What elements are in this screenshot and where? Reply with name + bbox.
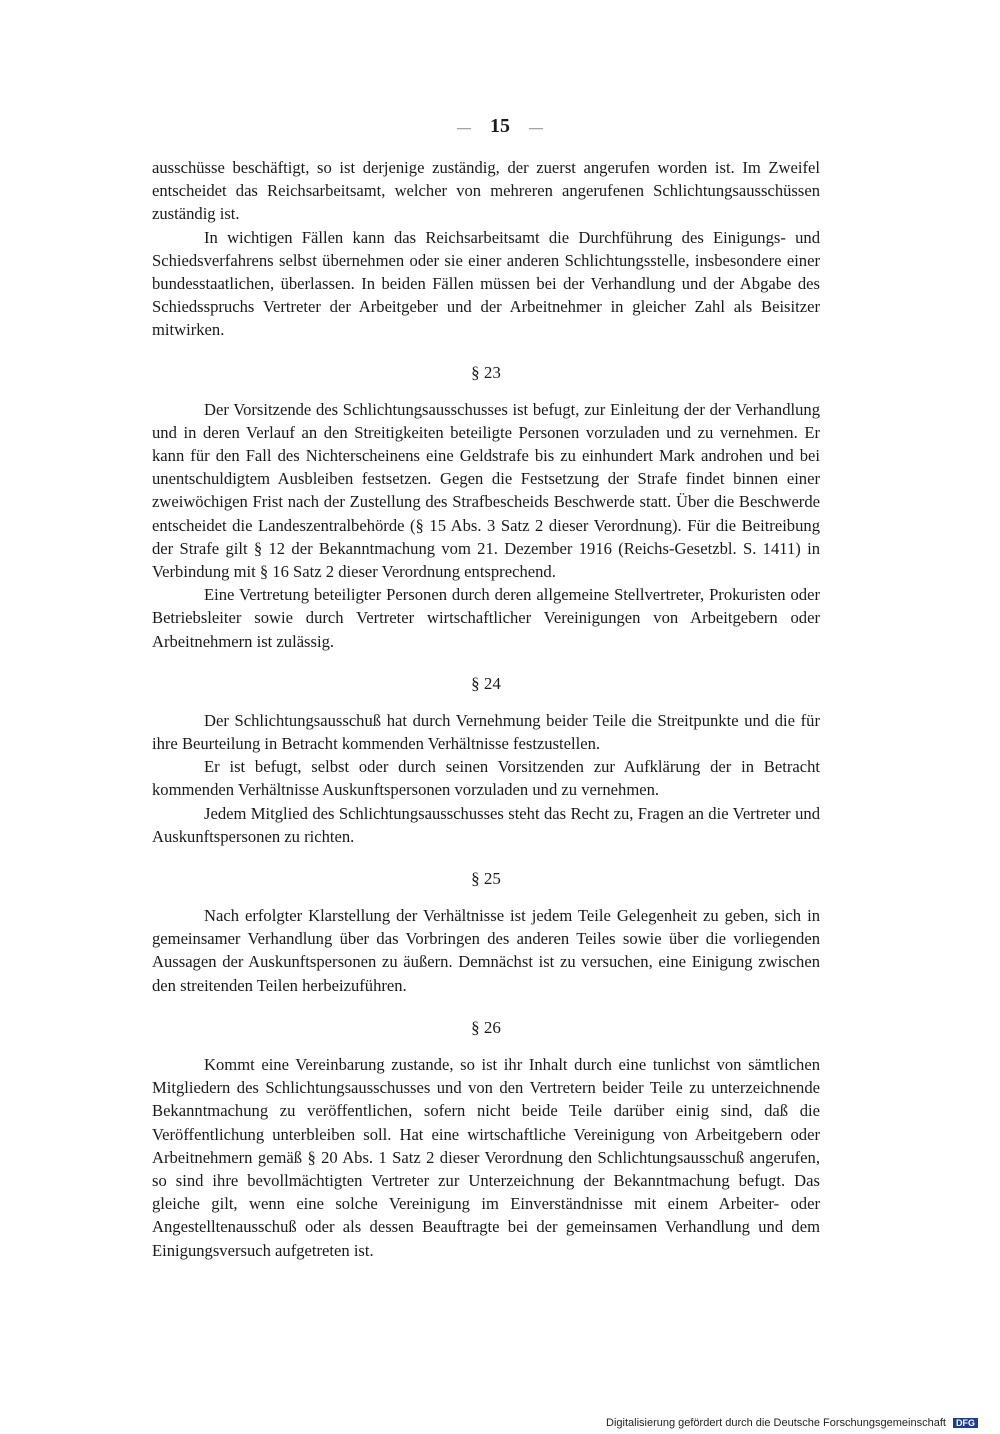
paragraph: ausschüsse beschäftigt, so ist derjenige zuständig, der zuerst angerufen worden ist. Im Zweifel entscheidet das Reichsarbeitsamt, welcher von mehreren angerufenen Schlichtungsausschüssen zuständig ist. xyxy=(152,158,820,224)
paragraph: Der Schlichtungsausschuß hat durch Vernehmung beider Teile die Streitpunkte und die für ihre Beurteilung in Betracht kommenden Verhältnisse festzustellen. xyxy=(152,710,820,754)
paragraph: Er ist befugt, selbst oder durch seinen Vorsitzenden zur Aufklärung der in Betracht kommenden Verhältnisse Auskunftspersonen vorzuladen und zu vernehmen. xyxy=(152,757,820,800)
paragraph: Jedem Mitglied des Schlichtungsausschusses steht das Recht zu, Fragen an die Vertreter und Auskunftspersonen zu richten. xyxy=(152,803,820,846)
footer-credit xyxy=(606,1417,978,1429)
page-number-value: 15 xyxy=(490,115,510,137)
footer-credit-text: Digitalisierung gefördert durch die Deutsche Forschungsgemeinschaft xyxy=(606,1417,946,1429)
page-number-dash-right: — xyxy=(529,121,543,136)
paragraph: In wichtigen Fällen kann das Reichsarbeitsamt die Durchführung des Einigungs- und Schiedsverfahrens selbst übernehmen oder sie einer anderen Schlichtungsstelle, insbesondere einer bundesstaatlichen, überlassen. In beiden Fällen müssen bei der Verhandlung und der Abgabe des Schiedsspruchs Vertreter der Arbeitgeber und der Arbeitnehmer in gleicher Zahl als Beisitzer mitwirken. xyxy=(152,227,820,340)
paragraph: Der Vorsitzende des Schlichtungsausschusses ist befugt, zur Einleitung der der Verhandlung und in deren Verlauf an den Streitigkeiten beteiligte Personen vorzuladen und zu vernehmen. Er kann für den Fall des Nichterscheinens eine Geldstrafe bis zu einhundert Mark androhen und bei unentschuldigtem Ausbleiben festsetzen. Gegen die Festsetzung der Strafe findet binnen einer zweiwöchigen Frist nach der Zustellung des Strafbescheids Beschwerde statt. Über die Beschwerde entscheidet die Landeszentralbehörde (§ 15 Abs. 3 Satz 2 dieser Verordnung). Für die Beitreibung der Strafe gilt § 12 der Bekanntmachung vom 21. Dezember 1916 (Reichs-Gesetzbl. S. 1411) in Verbindung mit § 16 Satz 2 dieser Verordnung entsprechend. xyxy=(152,399,820,582)
paragraph: Nach erfolgter Klarstellung der Verhältnisse ist jedem Teile Gelegenheit zu geben, sich in gemeinsamer Verhandlung über das Vorbringen des anderen Teiles sowie über die vorliegenden Aussagen der Auskunftspersonen zu äußern. Demnächst ist zu versuchen, eine Einigung zwischen den streitenden Teilen herbeizuführen. xyxy=(152,906,820,995)
dfg-logo-icon: DFG xyxy=(953,1418,978,1428)
section-heading: § 23 xyxy=(471,362,501,382)
body-text xyxy=(152,156,820,1262)
page-number xyxy=(0,115,1000,138)
section-heading: § 25 xyxy=(471,869,501,889)
paragraph: Kommt eine Vereinbarung zustande, so ist ihr Inhalt durch eine tunlichst von sämtlichen Mitgliedern des Schlichtungsausschusses und von den Vertretern beider Teile zu unterzeichnende Bekanntmachung zu veröffentlichen, sofern nicht beide Teile darüber einig sind, daß die Veröffentlichung unterbleiben soll. Hat eine wirtschaftliche Vereinigung von Arbeitgebern oder Arbeitnehmern gemäß § 20 Abs. 1 Satz 2 dieser Verordnung den Schlichtungsausschuß angerufen, so sind ihre bevollmächtigten Vertreter zur Unterzeichnung der Bekanntmachung befugt. Das gleiche gilt, wenn eine solche Vereinigung im Einverständnisse mit einem Arbeiter- oder Angestelltenausschuß oder als dessen Beauftragte bei der gemeinsamen Verhandlung und dem Einigungsversuch aufgetreten ist. xyxy=(152,1054,820,1260)
page-number-dash-left: — xyxy=(457,121,471,136)
paragraph: Eine Vertretung beteiligter Personen durch deren allgemeine Stellvertreter, Prokuristen oder Betriebsleiter sowie durch Vertreter wirtschaftlicher Vereinigungen von Arbeitgebern oder Arbeitnehmern ist zulässig. xyxy=(152,585,820,651)
section-heading: § 24 xyxy=(471,673,501,693)
section-heading: § 26 xyxy=(471,1017,501,1037)
